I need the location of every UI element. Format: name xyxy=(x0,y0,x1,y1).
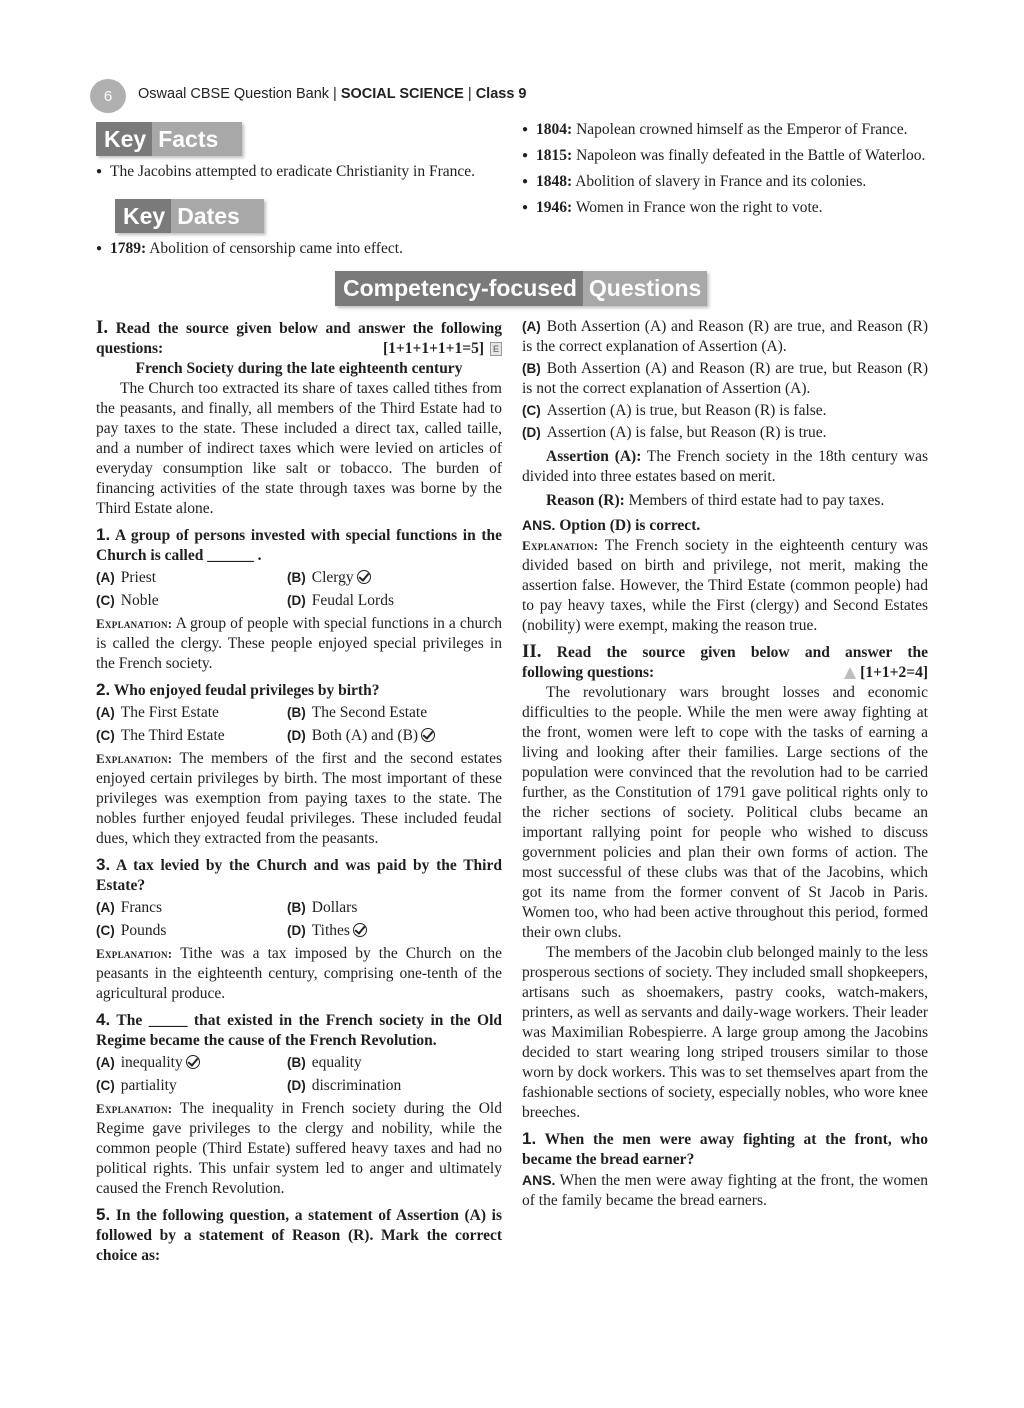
subject-name: SOCIAL SCIENCE xyxy=(340,86,464,102)
options xyxy=(96,898,502,941)
source-2-passage-2: The members of the Jacobin club belonged mainly to the less prosperous sections of society. They included small shopkeepers, artisans such as shoemakers, pastry cooks, watch-makers, printers, as well as servants and daily-wage workers. Their leader was Maximilian Robespierre. A large group among the Jacobins decided to start wearing long striped trousers similar to those worn by dock workers. This was to set themselves apart from the fashionable sections of society, especially nobles, who wore knee breeches. xyxy=(522,944,928,1121)
explanation: Explanation: The French society in the eighteenth century was divided based on birth and privilege, not merit, making the assertion false. However, the Third Estate (common people) had to pay heavy taxes, while the First (clergy) and Second Estates (nobility) were exempt, making the reason true. xyxy=(522,537,928,634)
option-c[interactable]: (C) Assertion (A) is true, but Reason (R) is false. xyxy=(522,402,827,419)
key-dates-heading: Key Dates xyxy=(115,199,264,233)
analyse-level-icon xyxy=(844,667,856,679)
explanation: Explanation: Tithe was a tax imposed by the Church on the peasants in the eighteenth century, comprising one-tenth of the agricultural produce. xyxy=(96,945,502,1002)
option-d[interactable]: (D) Feudal Lords xyxy=(287,592,394,609)
option-c[interactable]: (C) Pounds xyxy=(96,922,167,939)
option-b[interactable]: (B) Clergy xyxy=(287,568,502,588)
source-1-passage: The Church too extracted its share of taxes called tithes from the peasants, and finally, all members of the Third Estate had to pay taxes to the state. These included a direct tax, called taille, and a number of indirect taxes which were levied on articles of everyday consumption like salt or tobacco. The burden of financing activities of the state through taxes was borne by the Third Estate alone. xyxy=(96,380,502,517)
key-dates-list-left xyxy=(96,239,502,261)
option-c[interactable]: (C) partiality xyxy=(96,1077,177,1094)
answer: ANS. Option (D) is correct. xyxy=(522,517,701,534)
key-date-item: ● 1848: Abolition of slavery in France and its colonies. xyxy=(522,170,928,196)
source-2-instruction: II. Read the source given below and answer the xyxy=(522,641,929,662)
option-c[interactable]: (C) The Third Estate xyxy=(96,727,225,744)
source-1-marks: [1+1+1+1+1=5] E xyxy=(96,339,502,359)
publisher-name: Oswaal CBSE Question Bank xyxy=(138,86,330,102)
explanation: Explanation: A group of people with special functions in a church is called the clergy. These people enjoyed special privileges in the French society. xyxy=(96,615,502,672)
key-date-item: ● 1789: Abolition of censorship came into effect. xyxy=(96,239,502,261)
key-dates-list-right xyxy=(522,118,928,222)
question-4: 4. The _____ that existed in the French society in the Old Regime became the cause of the French Revolution. (A) inequality (B) equality (C) partiality (D) discrimination Explanation: The inequality in French society during the Old Regime gave privileges to the clergy and nobility, while the common people (Third Estate) suffered heavy taxes and had no political rights. This unfair system led to anger and ultimately caused the French Revolution. xyxy=(96,1010,502,1197)
option-a[interactable]: (A) inequality xyxy=(96,1053,287,1073)
correct-check-icon xyxy=(421,728,435,742)
option-a[interactable]: (A) Francs xyxy=(96,899,163,916)
explanation: Explanation: The members of the first and the second estates enjoyed certain privileges by birth. The most important of these privileges was exemption from paying taxes to the state. The nobles further enjoyed feudal privileges. These included feudal dues, which they extracted from the peasants. xyxy=(96,750,502,847)
option-b[interactable]: (B) Both Assertion (A) and Reason (R) are true, but Reason (R) is not the correct explanation of Assertion (A). xyxy=(522,360,928,397)
key-facts-list xyxy=(96,162,502,184)
question-5-continued xyxy=(522,317,928,1211)
option-a[interactable]: (A) Priest xyxy=(96,569,157,586)
question-5-stem: 5. In the following question, a statement of Assertion (A) is followed by a statement of Reason (R). Mark the correct choice as: xyxy=(96,1205,502,1264)
options xyxy=(96,703,502,746)
question-2: 2. Who enjoyed feudal privileges by birth? (A) The First Estate (B) The Second Estate (C) The Third Estate (D) Both (A) and (B) Explanation: The members of the first and the second estates enjoyed certain privileges by birth. The most important of these privileges was exemption from paying taxes to the state. The nobles further enjoyed feudal privileges. These included feudal dues, which they extracted from the peasants. xyxy=(96,680,502,847)
option-a[interactable]: (A) The First Estate xyxy=(96,704,219,721)
correct-check-icon xyxy=(357,570,371,584)
assertion: Assertion (A): The French society in the 18th century was divided into three estates based on merit. xyxy=(522,448,928,485)
class-name: Class 9 xyxy=(475,86,527,102)
key-fact-item: ● The Jacobins attempted to eradicate Christianity in France. xyxy=(96,162,502,184)
reason: Reason (R): Members of third estate had to pay taxes. xyxy=(546,492,885,509)
running-header: Oswaal CBSE Question Bank | SOCIAL SCIENCE | Class 9 xyxy=(138,86,527,102)
option-b[interactable]: (B) Dollars xyxy=(287,899,358,916)
option-d[interactable]: (D) Tithes xyxy=(287,921,502,941)
question-1: 1. A group of persons invested with special functions in the Church is called ______ . (A) Priest (B) Clergy (C) Noble (D) Feudal Lords Explanation: A group of people with special functions in a church is called the clergy. These people enjoyed special privileges in the French society. xyxy=(96,525,502,672)
source-2-question-1: 1. When the men were away fighting at the front, who became the bread earner? xyxy=(522,1129,928,1168)
option-c[interactable]: (C) Noble xyxy=(96,592,159,609)
evaluate-level-icon: E xyxy=(490,342,502,356)
option-a[interactable]: (A) Both Assertion (A) and Reason (R) are true, and Reason (R) is the correct explanation of Assertion (A). xyxy=(522,318,928,355)
options xyxy=(96,1053,502,1096)
source-2-passage-1: The revolutionary wars brought losses and economic difficulties to the people. While the men were away fighting at the front, women were left to cope with the tasks of earning a living and looking after their families. Large sections of the population were convinced that the revolution had to be carried further, as the Constitution of 1791 gave political rights only to the richer sections of society. Political clubs became an important rallying point for people who wished to discuss government policies and plan their own forms of action. The most successful of these clubs was that of the Jacobins, which got its name from the former convent of St Jacob in Paris. Women too, who had been active throughout this period, formed their own clubs. xyxy=(522,684,928,941)
source-2-marks: [1+1+2=4] xyxy=(844,663,928,683)
page-number: 6 xyxy=(90,79,126,113)
source-2-instruction-line-2: following questions: [1+1+2=4] xyxy=(522,664,928,681)
key-date-item: ● 1815: Napoleon was finally defeated in the Battle of Waterloo. xyxy=(522,144,928,170)
key-facts-heading: Key Facts xyxy=(96,122,242,156)
option-d[interactable]: (D) Assertion (A) is false, but Reason (R) is true. xyxy=(522,424,827,441)
option-d[interactable]: (D) Both (A) and (B) xyxy=(287,726,502,746)
option-d[interactable]: (D) discrimination xyxy=(287,1077,402,1094)
source-2-answer-1: ANS. When the men were away fighting at the front, the women of the family became the bread earners. xyxy=(522,1172,928,1209)
option-b[interactable]: (B) The Second Estate xyxy=(287,704,428,721)
correct-check-icon xyxy=(353,923,367,937)
competency-questions-heading: Competency-focused Questions xyxy=(335,271,707,306)
source-1 xyxy=(96,318,502,1266)
source-1-title: French Society during the late eighteenth century xyxy=(135,360,463,377)
options xyxy=(96,568,502,611)
key-date-item: ● 1804: Napolean crowned himself as the Emperor of France. xyxy=(522,118,928,144)
source-1-instruction: I. Read the source given below and answer the following questions: xyxy=(96,317,503,357)
option-b[interactable]: (B) equality xyxy=(287,1054,362,1071)
explanation: Explanation: The inequality in French society during the Old Regime gave privileges to the clergy and nobility, while the common people (Third Estate) suffered heavy taxes and had no political rights. This unfair system led to anger and ultimately caused the French Revolution. xyxy=(96,1100,502,1197)
question-3: 3. A tax levied by the Church and was paid by the Third Estate? (A) Francs (B) Dollars (C) Pounds (D) Tithes Explanation: Tithe was a tax imposed by the Church on the peasants in the eighteenth century, comprising one-tenth of the agricultural produce. xyxy=(96,855,502,1002)
key-date-item: ● 1946: Women in France won the right to vote. xyxy=(522,196,928,222)
correct-check-icon xyxy=(186,1055,200,1069)
